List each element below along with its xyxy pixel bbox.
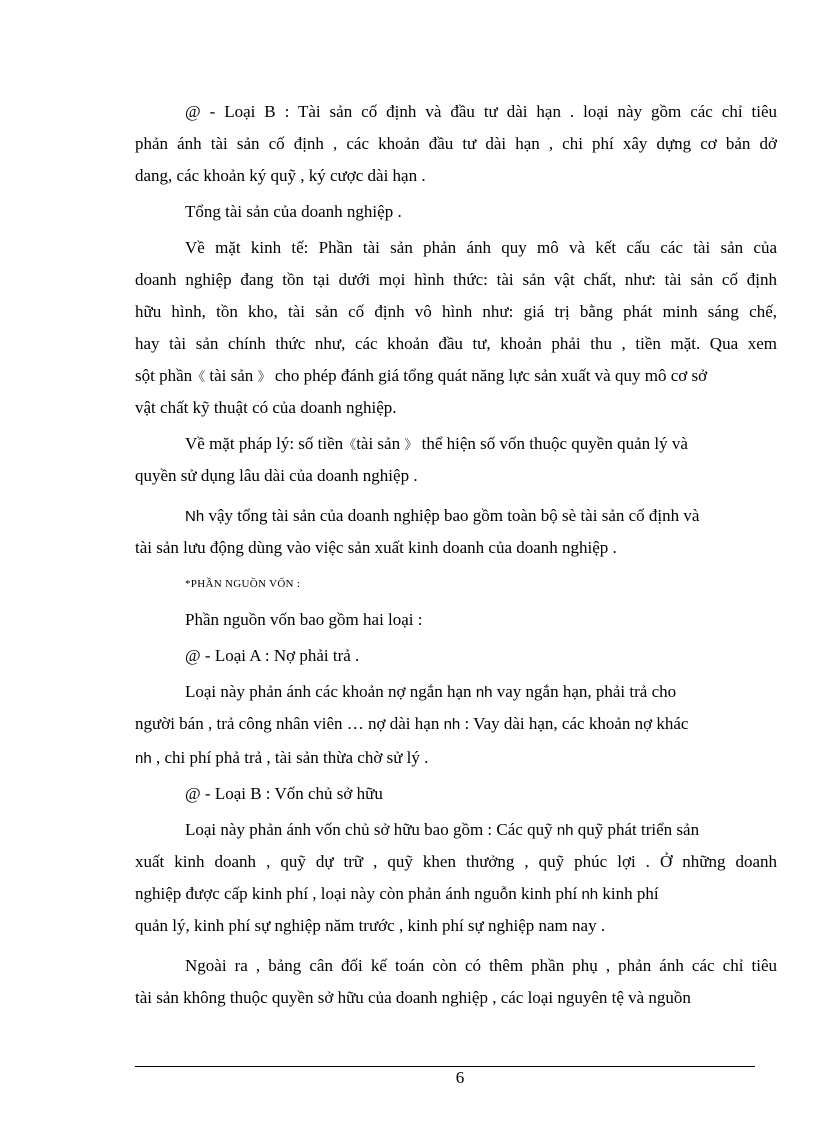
paragraph-line: dang, các khoản ký quỹ , ký cược dài hạn . xyxy=(135,166,426,185)
paragraph-line: phản ánh tài sản cố định , các khoản đầu tư dài hạn , chi phí xây dựng cơ bản dở xyxy=(135,134,777,153)
paragraph-line: Nh vậy tổng tài sản của doanh nghiệp bao gồm toàn bộ sè tài sản cố định và xyxy=(185,506,700,525)
paragraph-line: quyền sử dụng lâu dài của doanh nghiệp . xyxy=(135,466,418,485)
paragraph-line: doanh nghiệp đang tồn tại dưới mọi hình thức: tài sản vật chất, như: tài sản cố định xyxy=(135,270,777,289)
paragraph-line: Về mặt pháp lý: số tiền《tài sản 》 thể hiện số vốn thuộc quyền quản lý và xyxy=(185,434,688,453)
section-heading: *PHẦN NGUỒN VỐN : xyxy=(185,578,301,590)
paragraph-line: nghiệp được cấp kinh phí , loại này còn phản ánh nguỗn kinh phí nh kinh phí xyxy=(135,884,659,903)
paragraph-line: Về mặt kinh tế: Phần tài sản phản ánh quy mô và kết cấu các tài sản của xyxy=(185,238,777,257)
paragraph-line: hay tài sản chính thức như, các khoản đầu tư, khoản phải thu , tiền mặt. Qua xem xyxy=(135,334,777,353)
paragraph-line: Ngoài ra , bảng cân đối kế toán còn có thêm phần phụ , phản ánh các chỉ tiêu xyxy=(185,956,777,975)
paragraph-line: hữu hình, tồn kho, tài sản cố định vô hình như: giá trị bằng phát minh sáng chế, xyxy=(135,302,777,321)
paragraph-line: Tổng tài sản của doanh nghiệp . xyxy=(185,202,402,221)
paragraph-line: nh , chi phí phả trả , tài sản thừa chờ sử lý . xyxy=(135,748,429,767)
paragraph-line: Loại này phản ánh vốn chủ sở hữu bao gồm : Các quỹ nh quỹ phát triển sản xyxy=(185,820,700,839)
footer-divider xyxy=(135,1066,755,1067)
paragraph-line: @ - Loại B : Vốn chủ sở hữu xyxy=(185,784,383,803)
paragraph-line: vật chất kỹ thuật có của doanh nghiệp. xyxy=(135,398,397,417)
paragraph-line: Phần nguồn vốn bao gồm hai loại : xyxy=(185,610,423,629)
paragraph-line: tài sản không thuộc quyền sở hữu của doanh nghiệp , các loại nguyên tệ và nguồn xyxy=(135,988,691,1007)
paragraph-line: @ - Loại A : Nợ phải trả . xyxy=(185,646,360,665)
paragraph-line: sột phần《 tài sản 》 cho phép đánh giá tổng quát năng lực sản xuất và quy mô cơ sở xyxy=(135,366,708,385)
paragraph-line: @ - Loại B : Tài sản cố định và đầu tư dài hạn . loại này gồm các chỉ tiêu xyxy=(185,102,777,121)
paragraph-line: người bán , trả công nhân viên … nợ dài hạn nh : Vay dài hạn, các khoản nợ khác xyxy=(135,714,689,733)
paragraph-line: quản lý, kinh phí sự nghiệp năm trước , kinh phí sự nghiệp nam nay . xyxy=(135,916,606,935)
paragraph-line: xuất kinh doanh , quỹ dự trữ , quỹ khen thưởng , quỹ phúc lợi . Ở những doanh xyxy=(135,852,777,871)
paragraph-line: tài sản lưu động dùng vào việc sản xuất kinh doanh của doanh nghiệp . xyxy=(135,538,617,557)
paragraph-line: Loại này phản ánh các khoản nợ ngắn hạn nh vay ngắn hạn, phải trả cho xyxy=(185,682,677,701)
page-number: 6 xyxy=(455,1068,465,1087)
